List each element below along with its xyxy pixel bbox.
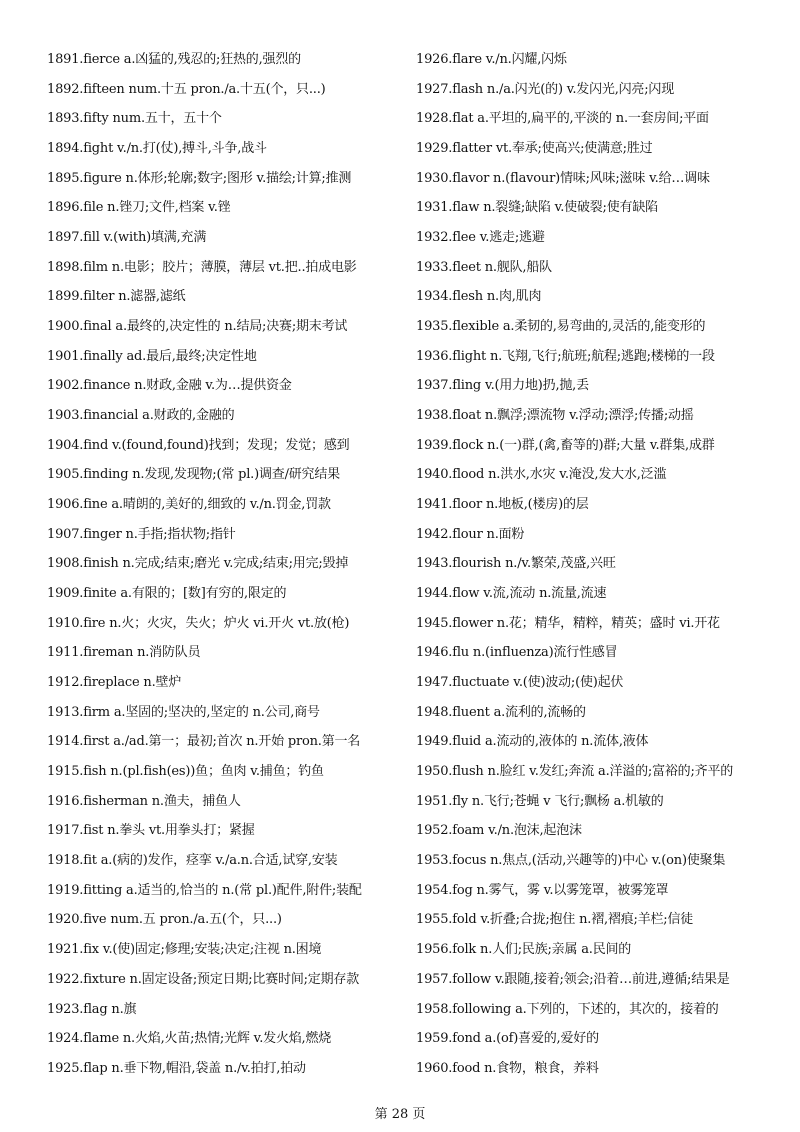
vocab-entry: 1932.flee v.逃走;逃避 — [416, 230, 545, 246]
vocab-entry: 1923.flag n.旗 — [47, 1001, 137, 1017]
vocab-entry: 1896.file n.锉刀;文件,档案 v.锉 — [47, 200, 231, 216]
vocab-entry: 1904.find v.(found,found)找到；发现；发觉；感到 — [47, 437, 350, 453]
vocab-entry: 1910.fire n.火；火灾，失火；炉火 vi.开火 vt.放(枪) — [47, 615, 350, 631]
vocab-entry: 1940.flood n.洪水,水灾 v.淹没,发大水,泛滥 — [416, 467, 667, 483]
vocab-entry: 1900.final a.最终的,决定性的 n.结局;决赛;期末考试 — [47, 319, 348, 335]
vocab-entry: 1916.fisherman n.渔夫，捕鱼人 — [47, 793, 241, 809]
vocab-entry: 1893.fifty num.五十，五十个 — [47, 111, 222, 127]
vocab-entry: 1912.fireplace n.壁炉 — [47, 675, 182, 691]
vocab-entry: 1952.foam v./n.泡沫,起泡沫 — [416, 823, 582, 839]
vocab-entry: 1892.fifteen num.十五 pron./a.十五(个，只...) — [47, 81, 326, 97]
vocab-entry: 1897.fill v.(with)填满,充满 — [47, 230, 207, 246]
vocab-entry: 1917.fist n.拳头 vt.用拳头打；紧握 — [47, 823, 255, 839]
vocab-entry: 1902.finance n.财政,金融 v.为…提供资金 — [47, 378, 292, 394]
left-column — [47, 45, 402, 1084]
vocab-entry: 1911.fireman n.消防队员 — [47, 645, 201, 661]
vocab-entry: 1928.flat a.平坦的,扁平的,平淡的 n.一套房间;平面 — [416, 111, 709, 127]
vocab-entry: 1922.fixture n.固定设备;预定日期;比赛时间;定期存款 — [47, 971, 359, 987]
vocab-entry: 1943.flourish n./v.繁荣,茂盛,兴旺 — [416, 556, 616, 572]
vocab-entry: 1925.flap n.垂下物,帽沿,袋盖 n./v.拍打,拍动 — [47, 1060, 306, 1076]
vocab-entry: 1926.flare v./n.闪耀,闪烁 — [416, 52, 567, 67]
vocab-entry: 1949.fluid a.流动的,液体的 n.流体,液体 — [416, 734, 649, 750]
vocab-entry: 1894.fight v./n.打(仗),搏斗,斗争,战斗 — [47, 141, 267, 157]
vocab-entry: 1895.figure n.体形;轮廓;数字;图形 v.描绘;计算;推测 — [47, 170, 352, 186]
vocab-entry: 1905.finding n.发现,发现物;(常 pl.)调查/研究结果 — [47, 467, 340, 483]
vocab-entry: 1919.fitting a.适当的,恰当的 n.(常 pl.)配件,附件;装配 — [47, 882, 362, 898]
vocab-entry: 1944.flow v.流,流动 n.流量,流速 — [416, 586, 607, 602]
vocab-entry: 1946.flu n.(influenza)流行性感冒 — [416, 645, 618, 661]
vocab-entry: 1947.fluctuate v.(使)波动;(使)起伏 — [416, 675, 624, 691]
vocab-entry: 1956.folk n.人们;民族;亲属 a.民间的 — [416, 942, 632, 958]
vocab-entry: 1909.finite a.有限的；[数]有穷的,限定的 — [47, 586, 287, 602]
vocab-entry: 1960.food n.食物，粮食，养料 — [416, 1060, 599, 1076]
vocab-entry: 1903.financial a.财政的,金融的 — [47, 408, 235, 424]
vocab-entry: 1948.fluent a.流利的,流畅的 — [416, 704, 586, 720]
vocab-entry: 1891.fierce a.凶猛的,残忍的;狂热的,强烈的 — [47, 52, 301, 67]
vocab-entry: 1921.fix v.(使)固定;修理;安装;决定;注视 n.困境 — [47, 942, 322, 958]
vocab-entry: 1958.following a.下列的，下述的，其次的，接着的 — [416, 1001, 719, 1017]
vocab-entry: 1950.flush n.脸红 v.发红;奔流 a.洋溢的;富裕的;齐平的 — [416, 764, 734, 780]
vocab-entry: 1957.follow v.跟随,接着;领会;沿着…前进,遵循;结果是 — [416, 971, 730, 987]
vocab-entry: 1937.fling v.(用力地)扔,抛,丢 — [416, 378, 589, 394]
vocab-entry: 1955.fold v.折叠;合拢;抱住 n.褶,褶痕;羊栏;信徒 — [416, 912, 694, 928]
vocab-entry: 1898.film n.电影；胶片；薄膜，薄层 vt.把..拍成电影 — [47, 259, 357, 275]
vocab-entry: 1941.floor n.地板,(楼房)的层 — [416, 497, 589, 513]
vocab-entry: 1907.finger n.手指;指状物;指针 — [47, 526, 236, 542]
vocab-entry: 1953.focus n.焦点,(活动,兴趣等的)中心 v.(on)使聚集 — [416, 853, 726, 869]
vocab-entry: 1908.finish n.完成;结束;磨光 v.完成;结束;用完;毁掉 — [47, 556, 349, 572]
vocab-entry: 1913.firm a.坚固的;坚决的,坚定的 n.公司,商号 — [47, 704, 320, 720]
vocab-entry: 1929.flatter vt.奉承;使高兴;使满意;胜过 — [416, 141, 653, 157]
vocab-entry: 1920.five num.五 pron./a.五(个，只...) — [47, 912, 282, 928]
vocab-entry: 1945.flower n.花；精华，精粹，精英；盛时 vi.开花 — [416, 615, 720, 631]
vocab-entry: 1939.flock n.(一)群,(禽,畜等的)群;大量 v.群集,成群 — [416, 437, 715, 453]
vocab-entry: 1927.flash n./a.闪光(的) v.发闪光,闪亮;闪现 — [416, 81, 675, 97]
vocab-entry: 1918.fit a.(病的)发作，痉挛 v./a.n.合适,试穿,安装 — [47, 853, 338, 869]
vocab-entry: 1915.fish n.(pl.fish(es))鱼；鱼肉 v.捕鱼；钓鱼 — [47, 764, 324, 780]
vocab-entry: 1935.flexible a.柔韧的,易弯曲的,灵活的,能变形的 — [416, 319, 706, 335]
vocab-entry: 1938.float n.飘浮;漂流物 v.浮动;漂浮;传播;动摇 — [416, 408, 694, 424]
vocab-entry: 1899.filter n.滤器,滤纸 — [47, 289, 186, 305]
vocab-entry: 1924.flame n.火焰,火苗;热情;光辉 v.发火焰,燃烧 — [47, 1031, 332, 1047]
vocab-entry: 1959.fond a.(of)喜爱的,爱好的 — [416, 1031, 599, 1047]
vocab-entry: 1954.fog n.雾气，雾 v.以雾笼罩，被雾笼罩 — [416, 882, 669, 898]
vocab-entry: 1931.flaw n.裂缝;缺陷 v.使破裂;使有缺陷 — [416, 200, 658, 216]
vocab-entry: 1933.fleet n.舰队,船队 — [416, 259, 552, 275]
vocab-entry: 1906.fine a.晴朗的,美好的,细致的 v./n.罚金,罚款 — [47, 497, 331, 513]
vocab-entry: 1951.fly n.飞行;苍蝇 v 飞行;飘杨 a.机敏的 — [416, 793, 664, 809]
right-column — [416, 45, 786, 1084]
vocab-entry: 1930.flavor n.(flavour)情味;风味;滋味 v.给…调味 — [416, 170, 710, 186]
vocab-entry: 1942.flour n.面粉 — [416, 526, 525, 542]
vocab-entry: 1901.finally ad.最后,最终;决定性地 — [47, 348, 257, 364]
vocab-entry: 1914.first a./ad.第一；最初;首次 n.开始 pron.第一名 — [47, 734, 361, 750]
page-footer: 第 28 页 — [374, 1107, 426, 1122]
vocab-entry: 1936.flight n.飞翔,飞行;航班;航程;逃跑;楼梯的一段 — [416, 348, 715, 364]
vocab-entry: 1934.flesh n.肉,肌肉 — [416, 289, 542, 305]
